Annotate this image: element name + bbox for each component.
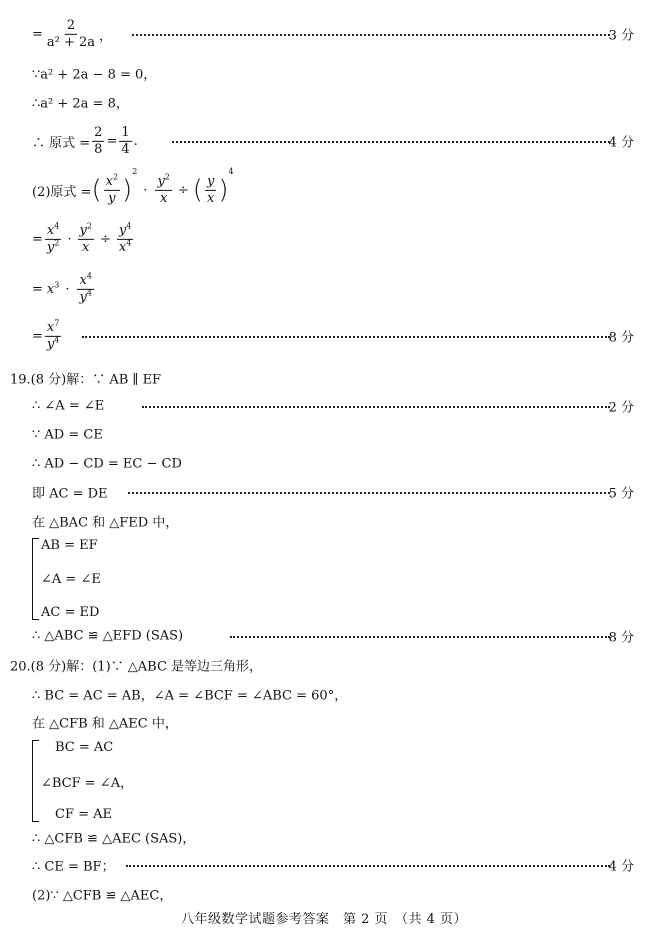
fraction: $\frac{x^4}{y^4}$: [79, 271, 92, 305]
fraction: $\frac{2}{8}$: [94, 124, 103, 157]
q19-step-subtract: ∴ AD − CD = EC − CD: [32, 456, 182, 472]
dot-leader: [128, 492, 610, 494]
paren: (: [91, 175, 102, 205]
q19-step-given: ∵ AD = CE: [32, 427, 103, 443]
dot-leader: [142, 406, 610, 408]
q19-conclusion: ∴ △ABC ≌ △EFD (SAS) 8 分: [32, 628, 634, 646]
fraction: $\frac{x^4}{y^2}$: [46, 221, 60, 255]
fraction: $\frac{x^2}{y}$: [105, 172, 119, 206]
dot-leader: [132, 34, 610, 36]
score: 2 分: [608, 400, 634, 416]
fraction: $\frac{y^2}{x}$: [157, 172, 170, 206]
paren: ): [122, 175, 133, 205]
row-therefore: [0, 87, 648, 117]
row-fraction-result: [0, 19, 648, 49]
score: 4 分: [608, 859, 634, 875]
fraction: $\frac{y}{x}$: [206, 173, 215, 206]
q20-equation-system: BC = AC ∠BCF = ∠A， CF = AE: [32, 740, 133, 822]
dot-leader: [230, 636, 610, 638]
q20-conclusion: ∴ CE = BF； 4 分: [0, 850, 648, 880]
fraction: $\frac{1}{4}$: [121, 124, 130, 157]
score: 4 分: [608, 135, 634, 151]
q19-step-triangles: 在 △BAC 和 △FED 中，: [32, 515, 179, 531]
fraction: $\frac{y^4}{x^4}$: [118, 221, 132, 255]
paren: (: [192, 175, 203, 205]
row-part2-expression: (2)原式 = ( $\frac{x^2}{y}$ ) 2 · $\frac{y^2}{x}$ ÷ ( $\frac{y}{x}$ ) 4: [32, 166, 234, 206]
step-text: (2)原式 =: [32, 184, 92, 200]
paren: ): [218, 175, 229, 205]
step-text: ∴a² + 2a = 8，: [32, 96, 129, 112]
q19-step-equal: 即 AC = DE 5 分: [0, 477, 648, 507]
brace: [32, 740, 39, 822]
q20-congruent: ∴ △CFB ≌ △AEC (SAS)，: [32, 831, 196, 847]
score: 3 分: [608, 28, 634, 44]
q19-equation-system: AB = EF ∠A = ∠E AC = ED: [32, 538, 101, 620]
row-part2-step2: = $x^3$ · $\frac{x^4}{y^4}$: [32, 271, 92, 305]
row-part2-step1: = $\frac{x^4}{y^2}$ · $\frac{y^2}{x}$ ÷ $\frac{y^4}{x^4}$: [32, 221, 132, 255]
punctuation: .: [133, 133, 138, 149]
score: 8 分: [608, 330, 634, 346]
row-original-value: [0, 126, 648, 156]
score: 8 分: [608, 630, 634, 646]
q20-step-equal-sides: ∴ BC = AC = AB，∠A = ∠BCF = ∠ABC = 60°，: [32, 688, 348, 704]
page-footer: 八年级数学试题参考答案 第 2 页 （共 4 页）: [180, 912, 468, 927]
step-text: ∴ 原式 =: [32, 135, 91, 151]
q19-step-angle: ∴ ∠A = ∠E 2 分: [32, 398, 634, 416]
q20-heading: 20.(8 分)解：(1)∵ △ABC 是等边三角形，: [10, 659, 263, 675]
punctuation: ，: [99, 28, 113, 44]
q20-part2: (2)∵ △CFB ≌ △AEC，: [32, 888, 173, 904]
row-part2-result: = $\frac{x^7}{y^4}$ 8 分: [32, 318, 634, 352]
fraction: $\frac{x^7}{y^4}$: [46, 318, 60, 352]
equals: =: [32, 26, 43, 42]
step-text: ∵a² + 2a − 8 = 0，: [32, 67, 157, 83]
brace: [32, 538, 39, 620]
equals: =: [106, 133, 118, 149]
q19-heading: 19.(8 分)解：∵ AB ∥ EF: [10, 372, 162, 388]
dot-leader: [82, 336, 610, 338]
q20-step-triangles: 在 △CFB 和 △AEC 中，: [32, 716, 178, 732]
row-given: [0, 58, 648, 88]
score: 5 分: [608, 486, 634, 502]
dot-leader: [126, 865, 610, 867]
dot-leader: [172, 141, 610, 143]
fraction: $\frac{2}{\text{a² + 2a}}$: [46, 17, 96, 50]
fraction: $\frac{y^2}{x}$: [79, 221, 92, 255]
